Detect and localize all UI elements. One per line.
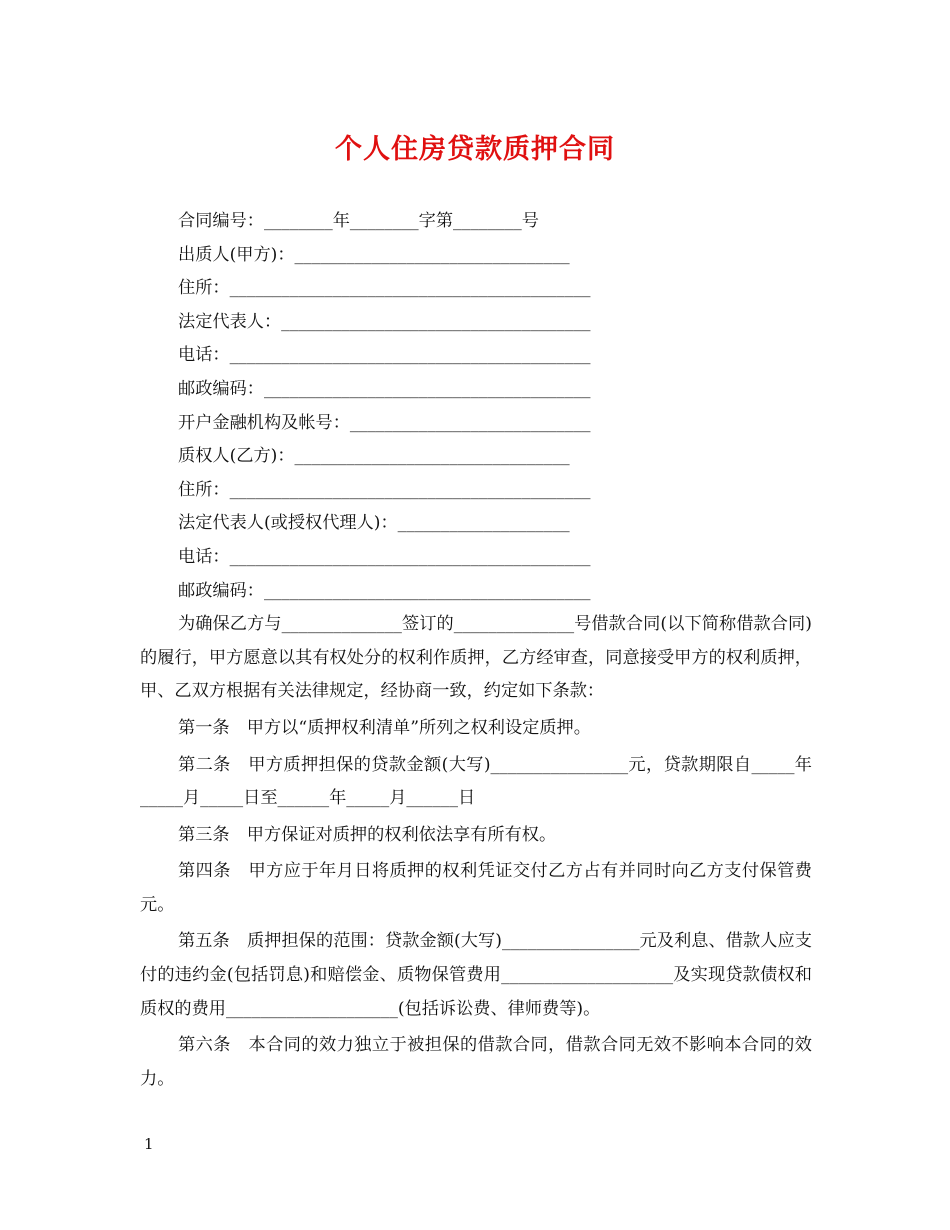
pledgor-phone-field: 电话：__________________________________________ [178, 345, 591, 366]
pledgor-bank-account-field: 开户金融机构及帐号：____________________________ [178, 412, 591, 433]
article-3: 第三条 甲方保证对质押的权利依法享有所有权。 [178, 824, 557, 845]
article-5: 第五条 质押担保的范围：贷款金额(大写)________________元及利息、借款人应支付的违约金(包括罚息)和赔偿金、质物保管费用____________________及实现贷款债权和质权的费用____________________(包括诉讼费、律师费等)。 [140, 931, 812, 1019]
document-body [140, 205, 812, 1096]
article-2: 第二条 甲方质押担保的贷款金额(大写)________________元，贷款期限自_____年_____月_____日至______年_____月______日 [140, 754, 812, 809]
pledgor-field: 出质人(甲方)：________________________________ [178, 244, 570, 265]
article-1: 第一条 甲方以“质押权利清单”所列之权利设定质押。 [178, 717, 591, 738]
pledgee-representative-field: 法定代表人(或授权代理人)：____________________ [178, 513, 570, 534]
pledgor-address-field: 住所：__________________________________________ [178, 278, 591, 299]
pledgee-phone-field: 电话：__________________________________________ [178, 546, 591, 567]
pledgee-postcode-field: 邮政编码：______________________________________ [178, 580, 591, 601]
pledgor-representative-field: 法定代表人：____________________________________ [178, 311, 591, 332]
article-6: 第六条 本合同的效力独立于被担保的借款合同，借款合同无效不影响本合同的效力。 [140, 1035, 812, 1089]
contract-number-field: 合同编号：________年________字第________号 [178, 211, 539, 231]
pledgee-address-field: 住所：__________________________________________ [178, 479, 591, 500]
preamble-paragraph: 为确保乙方与______________签订的______________号借款合同(以下简称借款合同)的履行，甲方愿意以其有权处分的权利作质押，乙方经审查，同意接受甲方的权利质押，甲、乙双方根据有关法律规定，经协商一致，约定如下条款： [140, 614, 812, 702]
pledgor-postcode-field: 邮政编码：______________________________________ [178, 378, 591, 399]
page-number: 1 [144, 1135, 154, 1153]
pledgee-field: 质权人(乙方)：________________________________ [178, 446, 570, 467]
document-title: 个人住房贷款质押合同 [335, 134, 615, 165]
article-4: 第四条 甲方应于年月日将质押的权利凭证交付乙方占有并同时向乙方支付保管费元。 [140, 861, 812, 915]
